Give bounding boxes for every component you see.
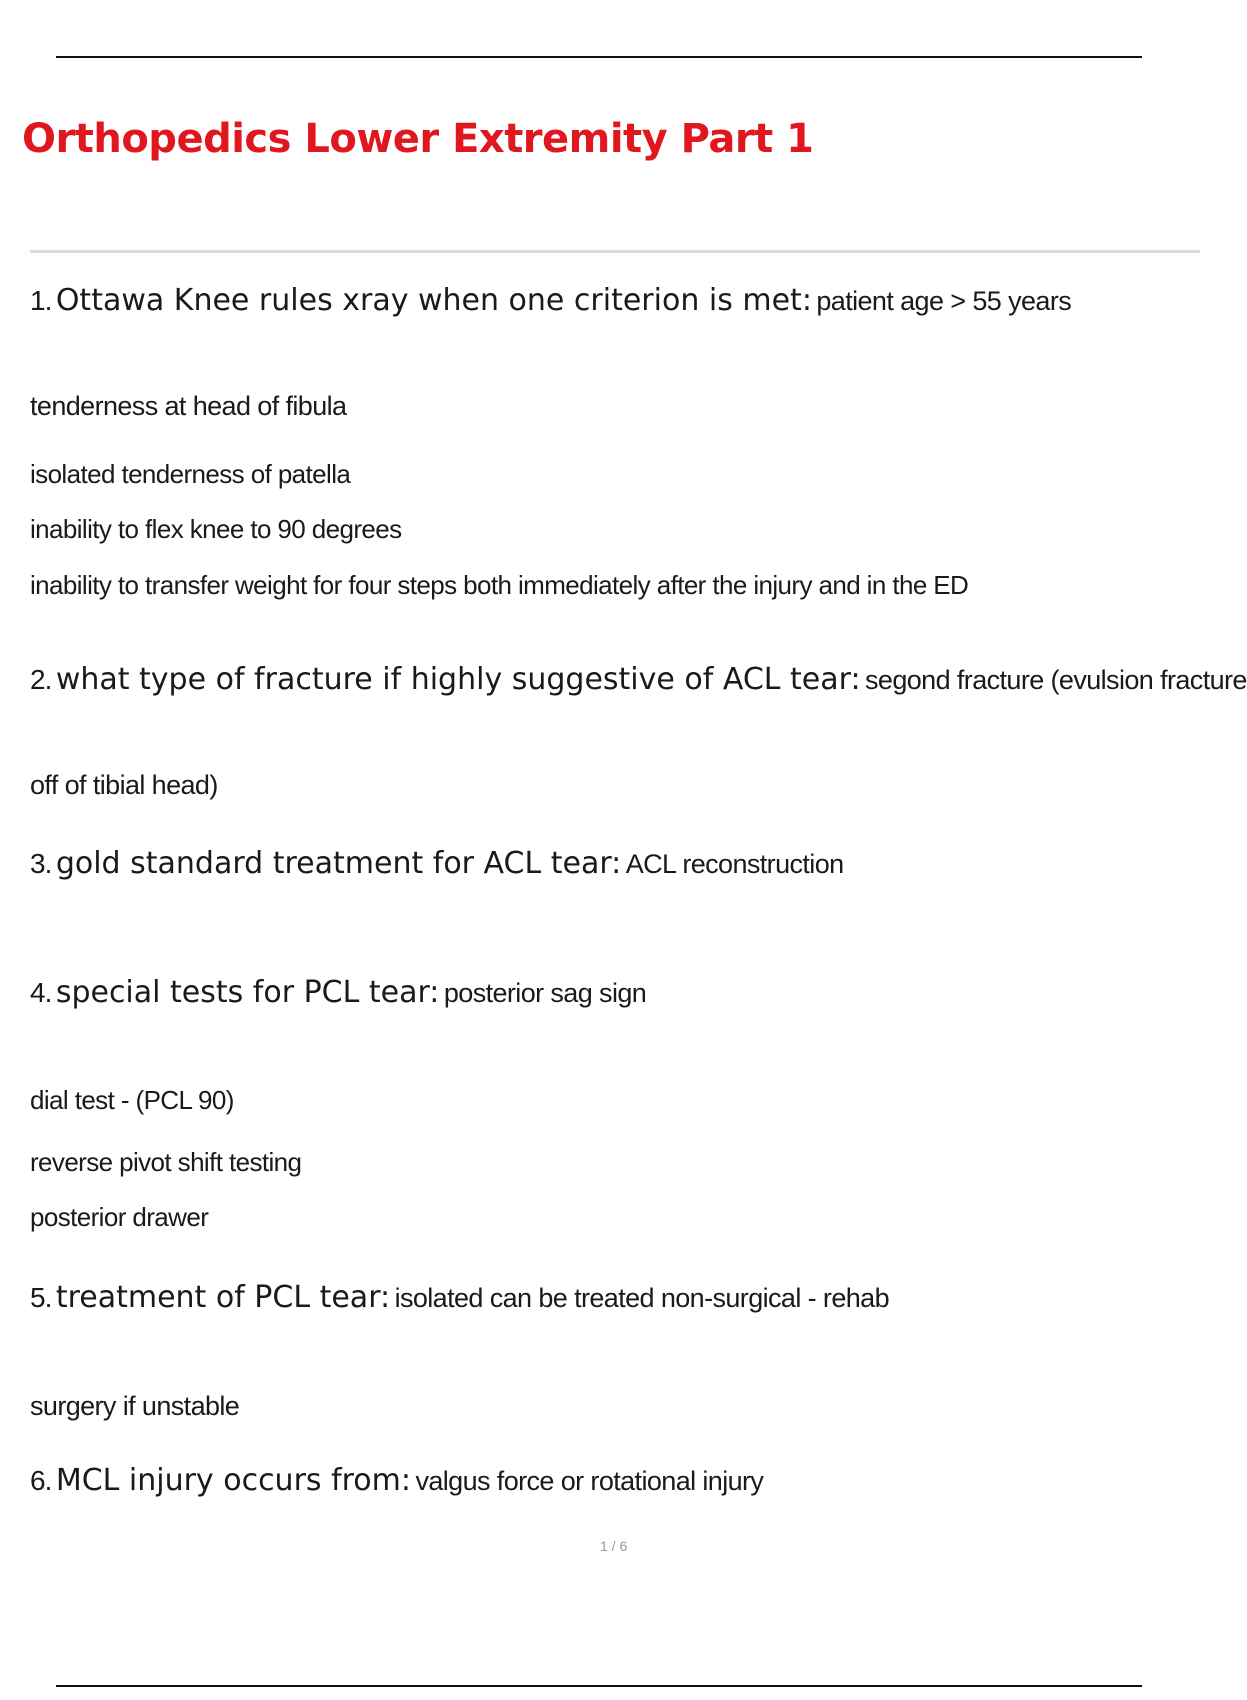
question-number: 6.: [30, 1465, 52, 1496]
answer-text: segond fracture (evulsion fracture: [865, 665, 1247, 695]
answer-line: tenderness at head of fibula: [30, 391, 347, 421]
bottom-rule: [56, 1685, 1142, 1687]
question-5: [30, 1280, 889, 1315]
top-rule: [56, 56, 1142, 58]
answer-line: dial test - (PCL 90): [30, 1085, 234, 1115]
question-4: [30, 975, 647, 1010]
answer-text: posterior sag sign: [443, 978, 647, 1008]
answer-line: isolated tenderness of patella: [30, 459, 351, 489]
answer-text: isolated can be treated non-surgical - rehab: [394, 1283, 889, 1313]
question-text: what type of fracture if highly suggestive of ACL tear:: [55, 662, 861, 697]
question-text: special tests for PCL tear:: [55, 975, 440, 1010]
title-divider: [30, 250, 1200, 253]
page-title: Orthopedics Lower Extremity Part 1: [22, 116, 814, 162]
answer-text: ACL reconstruction: [625, 849, 844, 879]
question-number: 1.: [30, 285, 52, 316]
question-number: 5.: [30, 1282, 52, 1313]
question-number: 3.: [30, 848, 52, 879]
question-3: [30, 846, 844, 881]
answer-text: valgus force or rotational injury: [415, 1466, 764, 1496]
answer-line: inability to transfer weight for four steps both immediately after the injury and in the ED: [30, 570, 969, 600]
page-number: 1 / 6: [600, 1538, 628, 1554]
question-1: [30, 283, 1072, 318]
question-text: treatment of PCL tear:: [55, 1280, 391, 1315]
answer-line: posterior drawer: [30, 1202, 209, 1232]
answer-line: surgery if unstable: [30, 1391, 240, 1421]
answer-line: reverse pivot shift testing: [30, 1147, 302, 1177]
question-text: Ottawa Knee rules xray when one criterion is met:: [55, 283, 812, 318]
question-6: [30, 1463, 764, 1498]
question-number: 4.: [30, 977, 52, 1008]
question-text: gold standard treatment for ACL tear:: [55, 846, 622, 881]
answer-line: inability to flex knee to 90 degrees: [30, 514, 402, 544]
question-text: MCL injury occurs from:: [55, 1463, 411, 1498]
answer-text: patient age > 55 years: [816, 286, 1072, 316]
question-number: 2.: [30, 664, 52, 695]
answer-line: off of tibial head): [30, 770, 218, 800]
question-2: [30, 662, 1247, 697]
